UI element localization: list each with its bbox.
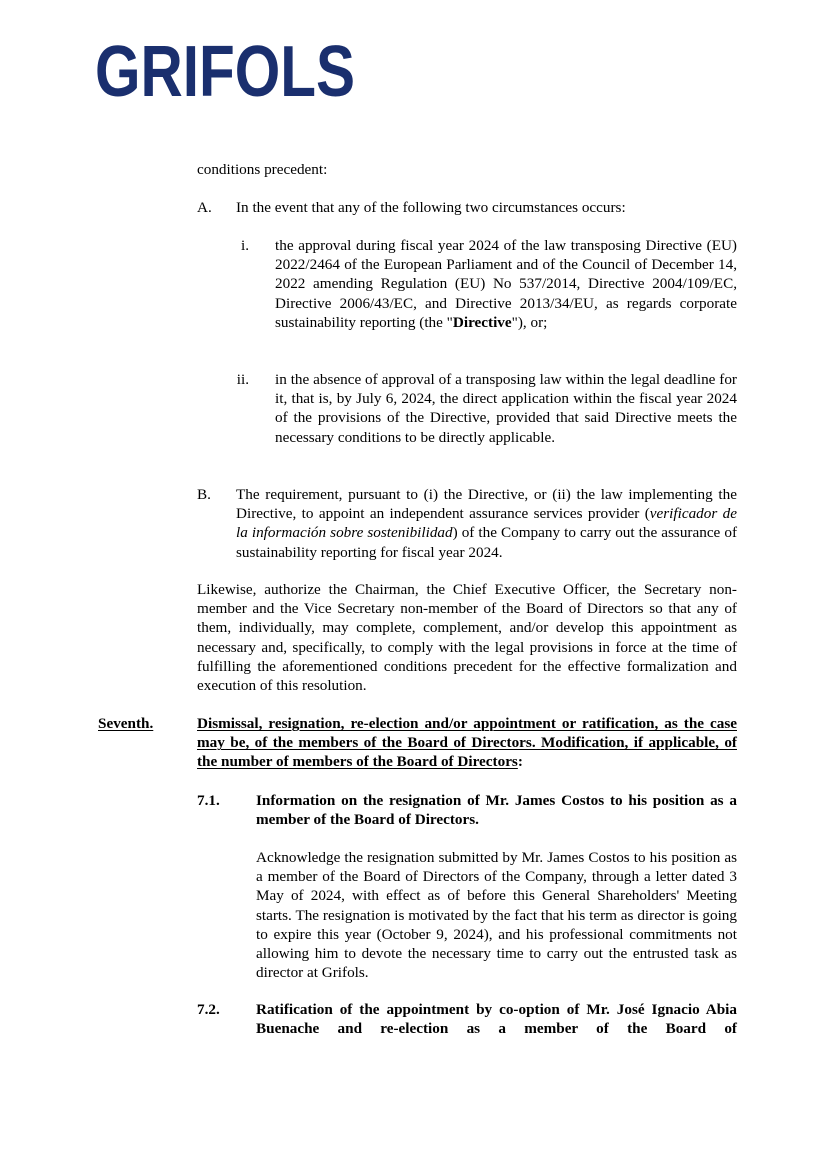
clause-b-text-end: ) of the Company to carry out the assurance of sustainability reporting for fiscal year 2024. bbox=[236, 524, 737, 561]
seventh-label: Seventh. bbox=[98, 715, 154, 732]
item-i-text bbox=[275, 236, 737, 332]
item-7-1-heading: Information on the resignation of Mr. James Costos to his position as a member of the Board of Directors. bbox=[256, 792, 737, 829]
clause-b-text-start: The requirement, pursuant to (i) the Directive, or (ii) the law implementing the Directive, to appoint an independent assurance services provider ( bbox=[236, 486, 737, 523]
item-ii-text: in the absence of approval of a transposing law within the legal deadline for it, that is, by July 6, 2024, the direct application within the fiscal year 2024 of the provisions of the Directive, provided that said Directive meets the necessary conditions to be directly applicable. bbox=[275, 371, 737, 446]
intro-continuation: conditions precedent: bbox=[197, 161, 328, 178]
item-i-text-end: "), or; bbox=[511, 313, 548, 331]
item-7-2-heading: Ratification of the appointment by co-option of Mr. José Ignacio Abia Buenache and re-election as a member of the Board of bbox=[256, 1001, 737, 1038]
verifier-term: verificador de la información sobre sostenibilidad bbox=[236, 505, 737, 542]
seventh-title-text: Dismissal, resignation, re-election and/or appointment or ratification, as the case may be, of the members of the Board of Directors. Modification, if applicable, of the number of members of the Board of Directors bbox=[197, 715, 737, 771]
item-i-label: i. bbox=[240, 237, 249, 254]
seventh-title-colon: : bbox=[517, 753, 523, 771]
grifols-logo bbox=[95, 32, 357, 112]
clause-b-text bbox=[236, 485, 737, 562]
item-7-1-number: 7.1. bbox=[197, 792, 220, 809]
seventh-title bbox=[197, 714, 737, 772]
directive-term: Directive bbox=[452, 313, 512, 331]
authorization-paragraph: Likewise, authorize the Chairman, the Chief Executive Officer, the Secretary non-member and the Vice Secretary non-member of the Board of Directors so that any of them, individually, may complete, complement, and/or develop this appointment as necessary and, specifically, to comply with the legal provisions in force at the time of fulfilling the aforementioned conditions precedent for the effective formalization and execution of this resolution. bbox=[197, 581, 737, 695]
logo-text: GRIFOLS bbox=[95, 32, 355, 112]
item-i-text-start: the approval during fiscal year 2024 of the law transposing Directive (EU) 2022/2464 of the European Parliament and of the Council of December 14, 2022 amending Regulation (EU) No 537/2014, Directive 2004/109/EC, Directive 2006/43/EC, and Directive 2013/34/EU, as regards corporate sustainability reporting (the " bbox=[275, 237, 737, 331]
item-7-1-body: Acknowledge the resignation submitted by Mr. James Costos to his position as a member of the Board of Directors of the Company, through a letter dated 3 May of 2024, with effect as of before this General Shareholders' Meeting starts. The resignation is motivated by the fact that his term as director is going to expire this year (October 9, 2024), and his professional commitments not allowing him to devote the necessary time to carry out the entrusted task as director at Grifols. bbox=[256, 849, 737, 982]
clause-a-text: In the event that any of the following two circumstances occurs: bbox=[236, 199, 626, 216]
clause-b-label: B. bbox=[197, 486, 211, 503]
item-ii-label: ii. bbox=[236, 371, 249, 388]
item-7-2-number: 7.2. bbox=[197, 1001, 220, 1018]
clause-a-label: A. bbox=[197, 199, 212, 216]
